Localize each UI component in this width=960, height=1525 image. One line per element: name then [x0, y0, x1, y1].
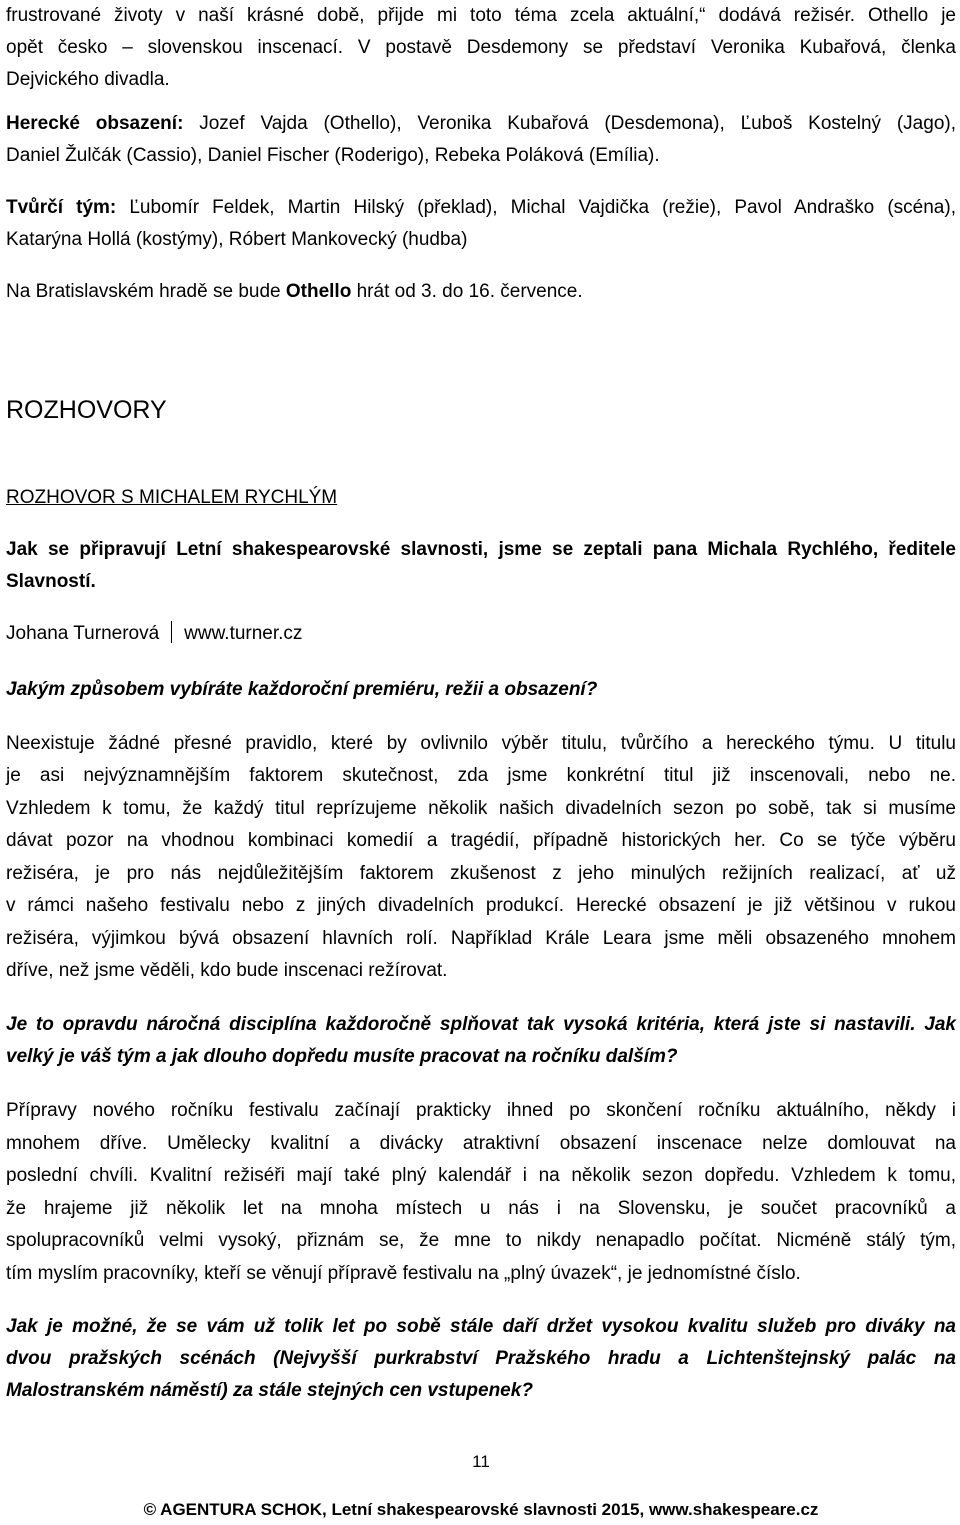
- question-2-line: velký je váš tým a jak dlouho dopředu musíte pracovat na ročníku dalším?: [6, 1046, 678, 1067]
- answer-2-line: tím myslím pracovníky, kteří se věnují přípravě festivalu na „plný úvazek“, je jednomístné číslo.: [6, 1263, 801, 1284]
- cast-line: [6, 108, 956, 140]
- answer-2-line: že hrajeme již několik let na mnoha místech u nás i na Slovensku, je součet pracovníků a: [6, 1198, 956, 1219]
- cast-label: Herecké obsazení:: [6, 113, 184, 134]
- interview-title: [6, 482, 956, 514]
- dates-post: hrát od 3. do 16. července.: [351, 281, 583, 302]
- interview-lead: Jak se připravují Letní shakespearovské slavnosti, jsme se zeptali pana Michala Rychlého, ředitele: [6, 539, 956, 560]
- byline-source: www.turner.cz: [184, 623, 303, 644]
- cast-line: Daniel Žulčák (Cassio), Daniel Fischer (Roderigo), Rebeka Poláková (Emília).: [6, 145, 660, 166]
- answer-1-line: dříve, než jsme věděli, kdo bude inscenaci režírovat.: [6, 960, 448, 981]
- interview-lead: Slavností.: [6, 571, 96, 592]
- footer: © AGENTURA SCHOK, Letní shakespearovské slavnosti 2015, www.shakespeare.cz: [143, 1500, 819, 1519]
- dates-title: Othello: [285, 281, 352, 302]
- question-3-line: Jak je možné, že se vám už tolik let po sobě stále daří držet vysokou kvalitu služeb pro diváky na: [6, 1316, 956, 1337]
- crew-line: [6, 192, 956, 224]
- dates-pre: Na Bratislavském hradě se bude: [6, 281, 286, 302]
- section-title: ROZHOVORY: [6, 396, 167, 424]
- answer-2-line: spolupracovníků velmi vysoký, přiznám se, že mne to nikdy nenapadlo počítat. Nicméně stálý tým,: [6, 1230, 956, 1251]
- byline: [6, 618, 956, 650]
- question-3-line: Malostranském náměstí) za stále stejných cen vstupenek?: [6, 1380, 533, 1401]
- answer-1-line: Neexistuje žádné přesné pravidlo, které by ovlivnilo výběr titulu, tvůrčího a hereckého týmu. U titulu: [6, 733, 956, 754]
- crew-text: Ľubomír Feldek, Martin Hilský (překlad), Michal Vajdička (režie), Pavol Andraško (scéna),: [116, 197, 956, 218]
- answer-1-line: v rámci našeho festivalu nebo z jiných divadelních produkcí. Herecké obsazení je již většinou v rukou: [6, 895, 956, 916]
- page-number: 11: [472, 1452, 490, 1471]
- answer-1-line: režiséra, je pro nás nejdůležitějším faktorem zkušenost z jeho minulých režijních realizací, ať už: [6, 863, 956, 884]
- answer-1-line: dávat pozor na vhodnou kombinaci komedií a tragédií, případně historických her. Co se týče výběru: [6, 830, 956, 851]
- crew-label: Tvůrčí tým:: [6, 197, 117, 218]
- intro-line: opět česko – slovenskou inscenací. V postavě Desdemony se představí Veronika Kubařová, členka: [6, 37, 956, 58]
- dates-line: [6, 276, 956, 308]
- answer-2-line: mnohem dříve. Umělecky kvalitní a divácky atraktivní obsazení inscenace nelze domlouvat na: [6, 1133, 956, 1154]
- byline-author: Johana Turnerová: [6, 623, 160, 644]
- interview-title-text: ROZHOVOR S MICHALEM RYCHLÝM: [6, 487, 338, 508]
- crew-line: Katarýna Hollá (kostýmy), Róbert Mankovecký (hudba): [6, 229, 468, 250]
- answer-1-line: je asi nejvýznamnějším faktorem skutečnost, zda jsme konkrétní titul již inscenovali, nebo ne.: [6, 765, 956, 786]
- answer-1-line: Vzhledem k tomu, že každý titul reprízujeme několik našich divadelních sezon po sobě, tak si musíme: [6, 798, 956, 819]
- cast-text: Jozef Vajda (Othello), Veronika Kubařová (Desdemona), Ľuboš Kostelný (Jago),: [183, 113, 956, 134]
- question-3-line: dvou pražských scénách (Nejvyšší purkrabství Pražského hradu a Lichtenštejnský palác na: [6, 1348, 956, 1369]
- intro-line: Dejvického divadla.: [6, 69, 170, 90]
- question-2-line: Je to opravdu náročná disciplína každoročně splňovat tak vysoká kritéria, která jste si nastavili. Jak: [6, 1014, 956, 1035]
- answer-2-line: Přípravy nového ročníku festivalu začínají prakticky ihned po skončení ročníku aktuálního, někdy i: [6, 1100, 956, 1121]
- intro-line: frustrované životy v naší krásné době, přijde mi toto téma zcela aktuální,“ dodává režisér. Othello je: [6, 5, 956, 26]
- answer-2-line: poslední chvíli. Kvalitní režiséři mají také plný kalendář i na několik sezon dopředu. Vzhledem k tomu,: [6, 1165, 956, 1186]
- byline-separator: [171, 621, 172, 643]
- question-1: Jakým způsobem vybíráte každoroční premiéru, režii a obsazení?: [6, 679, 598, 700]
- answer-1-line: režiséra, výjimkou bývá obsazení hlavních rolí. Například Krále Leara jsme měli obsazeného mnohem: [6, 928, 956, 949]
